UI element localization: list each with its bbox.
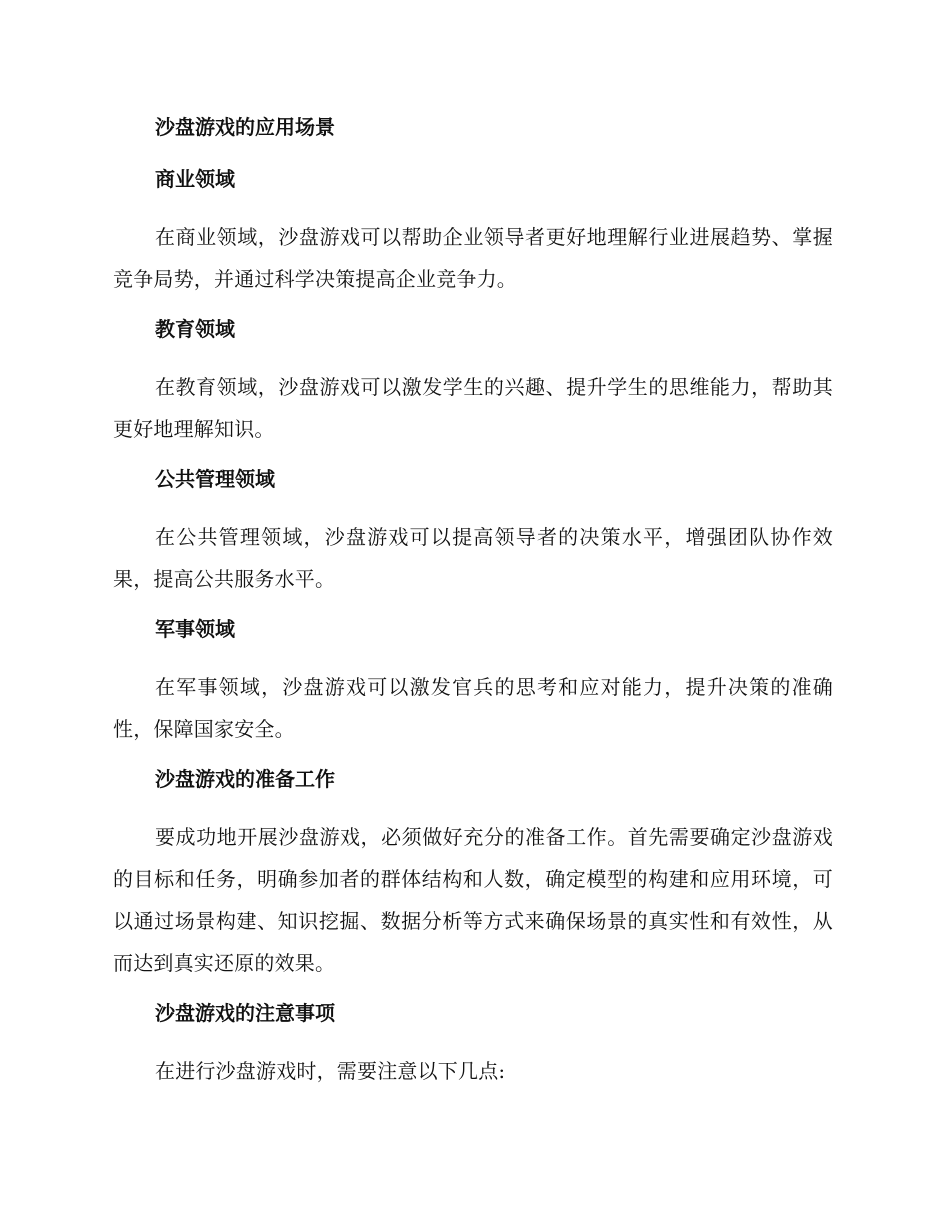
section-heading-public-management: 公共管理领域 xyxy=(155,467,275,491)
section-heading-business: 商业领域 xyxy=(155,167,235,191)
section-heading-education: 教育领域 xyxy=(155,317,235,341)
section-heading-precautions: 沙盘游戏的注意事项 xyxy=(155,1001,335,1025)
document-body xyxy=(113,112,833,1106)
paragraph-preparation: 要成功地开展沙盘游戏，必须做好充分的准备工作。首先需要确定沙盘游戏的目标和任务，明确参加者的群体结构和人数，确定模型的构建和应用环境，可以通过场景构建、知识挖掘、数据分析等方式来确保场景的真实性和有效性，从而达到真实还原的效果。 xyxy=(113,825,833,975)
section-heading-military: 军事领域 xyxy=(155,617,235,641)
section-heading-application-scenarios: 沙盘游戏的应用场景 xyxy=(155,115,335,139)
paragraph-public-management: 在公共管理领域，沙盘游戏可以提高领导者的决策水平，增强团队协作效果，提高公共服务水平。 xyxy=(113,525,833,591)
paragraph-education: 在教育领域，沙盘游戏可以激发学生的兴趣、提升学生的思维能力，帮助其更好地理解知识。 xyxy=(113,375,833,441)
paragraph-business: 在商业领域，沙盘游戏可以帮助企业领导者更好地理解行业进展趋势、掌握竞争局势，并通过科学决策提高企业竞争力。 xyxy=(113,225,833,291)
paragraph-military: 在军事领域，沙盘游戏可以激发官兵的思考和应对能力，提升决策的准确性，保障国家安全。 xyxy=(113,675,833,741)
paragraph-precautions: 在进行沙盘游戏时，需要注意以下几点: xyxy=(155,1059,506,1083)
section-heading-preparation: 沙盘游戏的准备工作 xyxy=(155,767,335,791)
